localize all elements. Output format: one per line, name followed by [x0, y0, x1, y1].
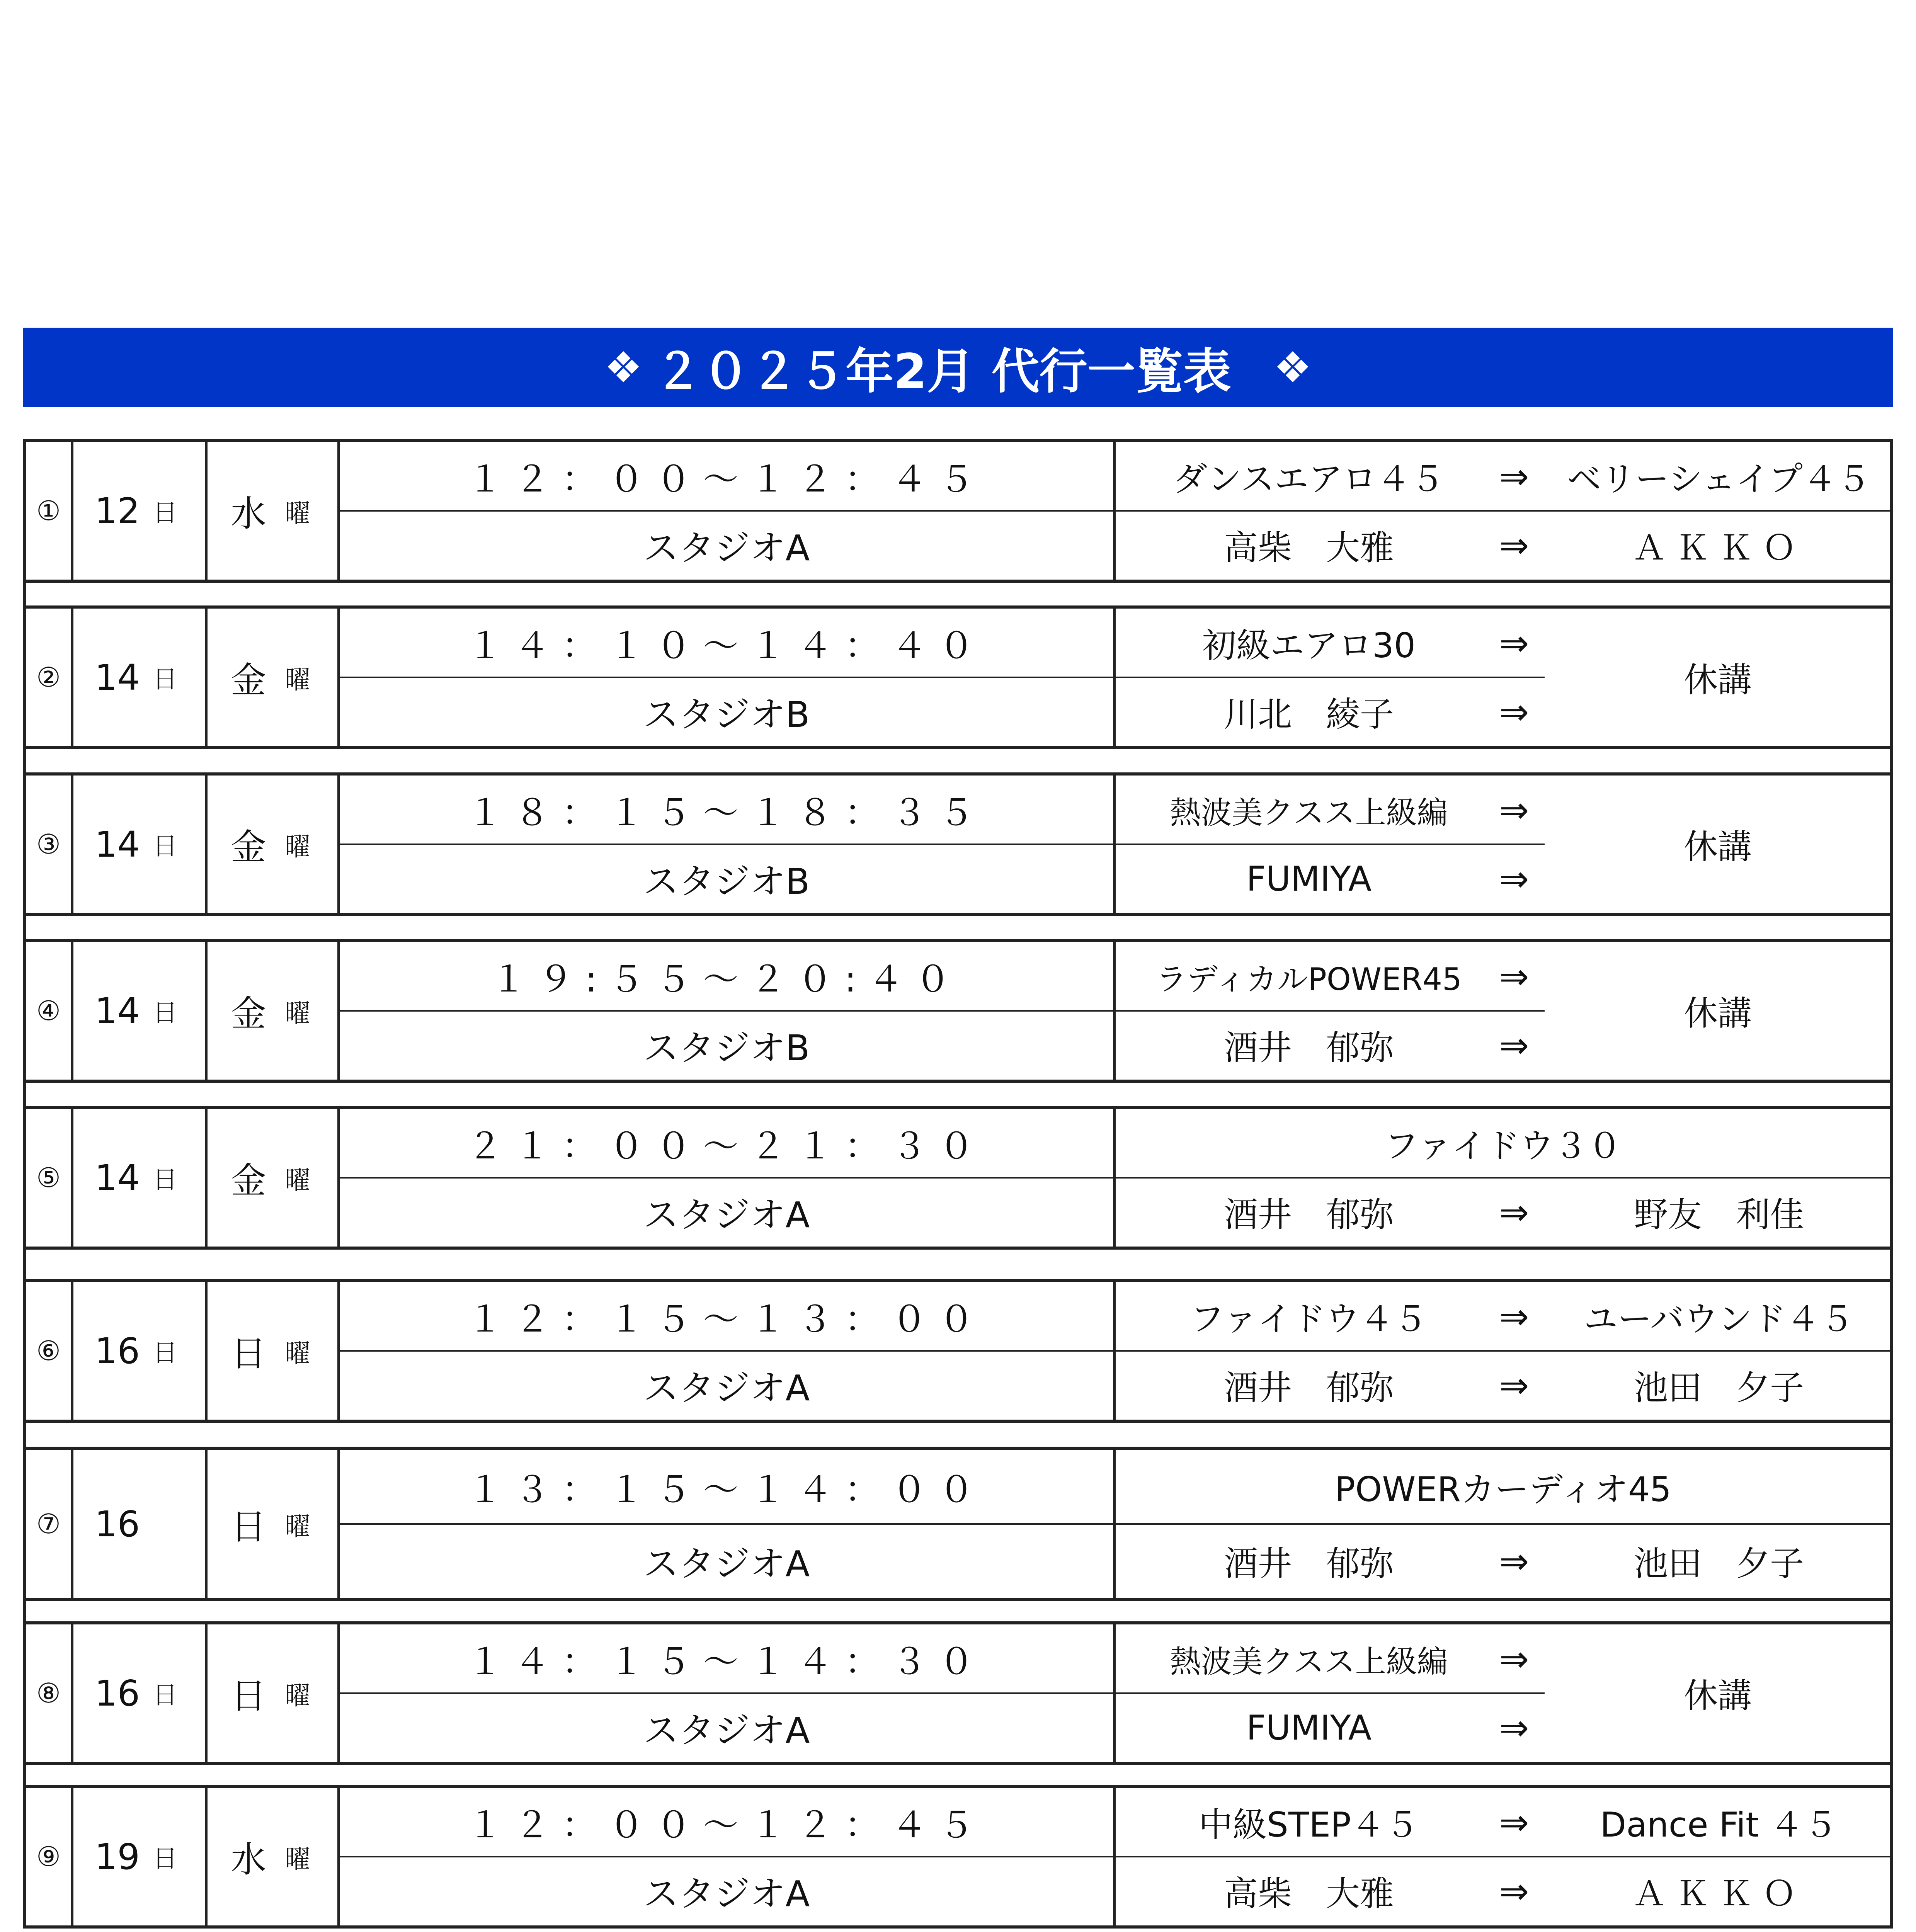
weekday: 金	[231, 827, 267, 868]
divider	[337, 1282, 340, 1420]
divider	[205, 1624, 208, 1762]
row-number: ③	[36, 828, 61, 860]
instructor-from: 高柴 大雅	[1223, 528, 1394, 568]
lesson-name: ファイドウ３０	[1384, 1126, 1622, 1166]
lesson-name: POWERカーディオ45	[1334, 1469, 1672, 1509]
divider	[337, 942, 340, 1080]
row-number: ②	[36, 662, 61, 693]
weekday: 金	[231, 993, 267, 1034]
day-unit: 日	[153, 499, 177, 527]
studio: スタジオA	[643, 527, 810, 569]
weekday: 日	[231, 1333, 267, 1374]
day-unit: 日	[153, 1845, 177, 1873]
title-banner	[23, 328, 1893, 407]
divider	[71, 1450, 73, 1598]
substitution-row	[23, 605, 1893, 749]
arrow-icon: ⇒	[1499, 1191, 1529, 1233]
lesson-from: 中級STEP４５	[1198, 1805, 1419, 1845]
divider	[205, 1282, 208, 1420]
divider	[337, 1624, 340, 1762]
weekday-cell	[208, 1109, 337, 1247]
weekday: 金	[231, 1160, 267, 1201]
instructor-from: 酒井 郁弥	[1223, 1028, 1394, 1068]
row-separator	[23, 1601, 1893, 1621]
instructor-from: FUMIYA	[1246, 859, 1372, 899]
time-range: １４：１０～１４：４０	[467, 625, 986, 667]
divider	[337, 1450, 340, 1598]
day-number: 19	[95, 1836, 140, 1878]
divider	[71, 1282, 73, 1420]
divider	[337, 776, 340, 913]
date-cell	[73, 1109, 205, 1247]
time-range: １２：１５～１３：００	[467, 1299, 986, 1340]
studio: スタジオB	[643, 694, 810, 735]
time-range: １２：００～１２：４５	[467, 1804, 986, 1846]
weekday-unit: 曜	[285, 1680, 310, 1711]
day-number: 14	[95, 656, 140, 698]
studio: スタジオA	[643, 1367, 810, 1409]
lesson-from: ダンスエアロ４５	[1173, 459, 1445, 499]
divider	[205, 942, 208, 1080]
row-separator	[23, 1423, 1893, 1447]
weekday: 水	[231, 1839, 267, 1880]
arrow-icon: ⇒	[1499, 858, 1529, 900]
studio: スタジオA	[643, 1194, 810, 1236]
row-number: ⑨	[36, 1841, 61, 1872]
studio: スタジオA	[643, 1710, 810, 1751]
weekday: 金	[231, 660, 267, 701]
row-number: ⑦	[36, 1508, 61, 1540]
row-number: ⑥	[36, 1335, 61, 1367]
day-number: 16	[95, 1330, 140, 1372]
time-range: １４：１５～１４：３０	[467, 1641, 986, 1682]
day-unit: 日	[153, 1681, 177, 1710]
day-number: 14	[95, 823, 140, 865]
substitution-row	[23, 772, 1893, 916]
day-number: 16	[95, 1672, 140, 1714]
arrow-icon: ⇒	[1499, 789, 1529, 831]
substitution-row	[23, 1621, 1893, 1765]
arrow-icon: ⇒	[1499, 1801, 1529, 1843]
lesson-from: 熱波美クスス上級編	[1170, 1643, 1448, 1680]
weekday-cell	[208, 1624, 337, 1762]
lesson-from: 熱波美クスス上級編	[1170, 794, 1448, 831]
day-number: 14	[95, 1157, 140, 1199]
divider	[205, 1788, 208, 1925]
divider	[71, 1788, 73, 1925]
substitution-row	[23, 1279, 1893, 1423]
instructor-from: 酒井 郁弥	[1223, 1195, 1394, 1235]
divider	[71, 609, 73, 746]
diamond-icon: ❖	[604, 342, 643, 392]
day-unit: 日	[153, 832, 177, 861]
day-number: 14	[95, 990, 140, 1032]
weekday-unit: 曜	[285, 665, 310, 695]
date-cell	[73, 1450, 205, 1598]
date-cell	[73, 1624, 205, 1762]
page-title: ２０２５年2月 代行一覧表	[654, 344, 1231, 400]
arrow-icon: ⇒	[1499, 1707, 1529, 1748]
date-cell	[73, 609, 205, 746]
weekday: 日	[231, 1506, 267, 1548]
lesson-to: ベリーシェイプ４５	[1567, 459, 1871, 499]
weekday-cell	[208, 1450, 337, 1598]
arrow-icon: ⇒	[1499, 691, 1529, 733]
result-cancelled: 休講	[1683, 1676, 1752, 1716]
time-range: １９:５５～２０:４０	[491, 959, 962, 1000]
diamond-icon: ❖	[1273, 342, 1312, 392]
row-separator	[23, 1765, 1893, 1785]
studio: スタジオB	[643, 861, 810, 902]
day-unit: 日	[153, 1339, 177, 1367]
weekday-cell	[208, 609, 337, 746]
weekday-unit: 曜	[285, 498, 310, 528]
date-cell	[73, 1788, 205, 1925]
date-cell	[73, 442, 205, 580]
arrow-icon: ⇒	[1499, 1870, 1529, 1912]
studio: スタジオA	[643, 1873, 810, 1915]
result-cancelled: 休講	[1683, 993, 1752, 1033]
substitution-row	[23, 939, 1893, 1083]
day-unit: 日	[153, 1166, 177, 1194]
arrow-icon: ⇒	[1499, 1364, 1529, 1406]
substitution-row	[23, 1785, 1893, 1929]
date-cell	[73, 776, 205, 913]
weekday-unit: 曜	[285, 1165, 310, 1195]
row-number: ⑤	[36, 1162, 61, 1194]
instructor-from: 酒井 郁弥	[1223, 1544, 1394, 1583]
result-cancelled: 休講	[1683, 660, 1752, 700]
row-separator	[23, 1250, 1893, 1279]
instructor-to: ＡＫＫＯ	[1632, 1874, 1805, 1913]
time-range: ２１：００～２１：３０	[467, 1126, 986, 1167]
weekday-cell	[208, 776, 337, 913]
lesson-to: Dance Fit ４５	[1600, 1805, 1838, 1845]
row-separator	[23, 916, 1893, 939]
divider	[1113, 942, 1116, 1080]
arrow-icon: ⇒	[1499, 956, 1529, 997]
row-separator	[23, 1083, 1893, 1106]
divider	[337, 609, 340, 746]
row-number: ①	[36, 495, 61, 527]
row-separator	[23, 749, 1893, 772]
weekday-unit: 曜	[285, 1511, 310, 1541]
lesson-from: ファイドウ４５	[1190, 1299, 1428, 1339]
instructor-from: 酒井 郁弥	[1223, 1368, 1394, 1408]
arrow-icon: ⇒	[1499, 1540, 1529, 1582]
instructor-to: 池田 夕子	[1634, 1368, 1804, 1408]
weekday-unit: 曜	[285, 1844, 310, 1874]
arrow-icon: ⇒	[1499, 1024, 1529, 1066]
divider	[71, 1624, 73, 1762]
divider	[1113, 609, 1116, 746]
row-number: ④	[36, 995, 61, 1027]
weekday-unit: 曜	[285, 832, 310, 862]
date-cell	[73, 1282, 205, 1420]
weekday-cell	[208, 442, 337, 580]
divider	[337, 442, 340, 580]
weekday-cell	[208, 1282, 337, 1420]
studio: スタジオA	[643, 1543, 810, 1585]
instructor-from: 川北 綾子	[1223, 694, 1394, 734]
lesson-from: 初級エアロ30	[1202, 626, 1416, 665]
time-range: １８：１５～１８：３５	[467, 792, 986, 833]
day-number: 12	[95, 490, 140, 532]
instructor-from: FUMIYA	[1246, 1708, 1372, 1748]
arrow-icon: ⇒	[1499, 1296, 1529, 1337]
divider	[337, 1109, 340, 1247]
instructor-to: 池田 夕子	[1634, 1544, 1804, 1583]
arrow-icon: ⇒	[1499, 622, 1529, 664]
arrow-icon: ⇒	[1499, 456, 1529, 497]
studio: スタジオB	[643, 1027, 810, 1069]
time-range: １２：００～１２：４５	[467, 459, 986, 500]
row-separator	[23, 583, 1893, 605]
divider	[205, 442, 208, 580]
weekday-unit: 曜	[285, 1338, 310, 1368]
substitution-row	[23, 439, 1893, 583]
weekday-unit: 曜	[285, 998, 310, 1028]
result-cancelled: 休講	[1683, 827, 1752, 867]
divider	[205, 1450, 208, 1598]
row-number: ⑧	[36, 1677, 61, 1709]
date-cell	[73, 942, 205, 1080]
arrow-icon: ⇒	[1499, 524, 1529, 566]
weekday: 日	[231, 1675, 267, 1717]
substitution-row	[23, 1447, 1893, 1601]
weekday-cell	[208, 942, 337, 1080]
weekday: 水	[231, 493, 267, 534]
divider	[205, 1109, 208, 1247]
lesson-from: ラディカルPOWER45	[1156, 961, 1462, 997]
instructor-to: ＡＫＫＯ	[1632, 528, 1805, 568]
divider	[71, 942, 73, 1080]
instructor-from: 高柴 大雅	[1223, 1874, 1394, 1913]
arrow-icon: ⇒	[1499, 1638, 1529, 1680]
divider	[71, 1109, 73, 1247]
weekday-cell	[208, 1788, 337, 1925]
divider	[205, 776, 208, 913]
divider	[71, 776, 73, 913]
divider	[1113, 1624, 1116, 1762]
divider	[205, 609, 208, 746]
divider	[71, 442, 73, 580]
divider	[1113, 776, 1116, 913]
day-unit: 日	[153, 665, 177, 694]
day-number: 16	[95, 1503, 140, 1545]
time-range: １３：１５～１４：００	[467, 1469, 986, 1510]
divider	[337, 1788, 340, 1925]
instructor-to: 野友 利佳	[1634, 1195, 1804, 1235]
lesson-to: ユーバウンド４５	[1584, 1299, 1854, 1339]
substitution-row	[23, 1106, 1893, 1250]
day-unit: 日	[153, 999, 177, 1027]
